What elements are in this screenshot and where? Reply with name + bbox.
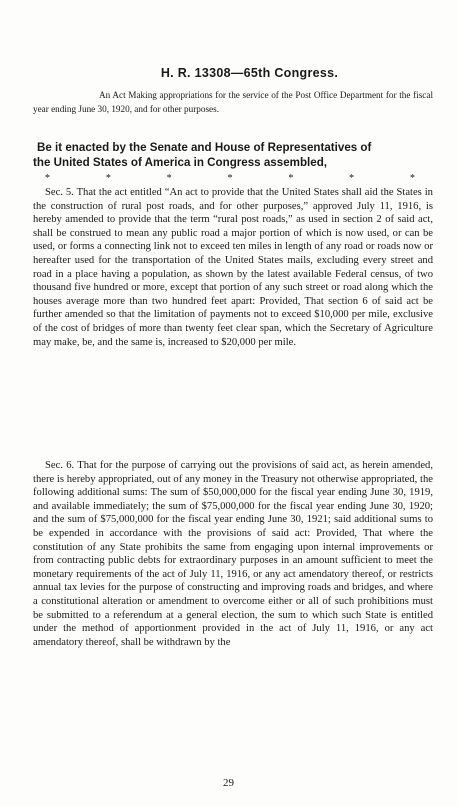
section-6-text: That for the purpose of carrying out the provisions of said act, as herein amended, there is hereby appropriated, out of any money in the Treasury not otherwise appropriated, the following additional sums: The sum of $50,000,000 for the fiscal year ending June 30, 1919, and available immediately; the sum of $75,000,000 for the fiscal year ending June 30, 1920; and the sum of $75,000,000 for the fiscal year ending June 30, 1921; said additional sums to be expended in accordance with the provisions of said act: Provided, That where the constitution of any State prohibits the same from engaging upon internal improvements or from contracting public debts for extraordinary purposes in an amount sufficient to meet the monetary requirements of the act of July 11, 1916, or any act amendatory thereof, or restricts annual tax levies for the purpose of constructing and improving roads and bridges, and where a constitutional alteration or amendment to overcome either or all of such prohibitions must be submitted to a referendum at a general election, the sum to which such State is entitled under the method of apportionment provided in the act of July 11, 1916, or any act amendatory thereof, shall be withdrawn by the (33, 460, 433, 648)
asterisk: * (105, 173, 111, 184)
enacting-clause (33, 140, 433, 170)
section-6-label: Sec. 6. (45, 460, 75, 471)
asterisk: * (45, 173, 50, 184)
section-5-text: That the act entitled “An act to provide that the United States shall aid the States in the construction of rural post roads, and for other purposes,” approved July 11, 1916, is hereby amended to provide that the term “rural post roads,” as used in section 2 of said act, shall be construed to mean any public road a major portion of which is now used, or can be used, or forms a connecting link not to exceed ten miles in length of any road or roads now or hereafter used for the transportation of the United States mails, excluding every street and road in a place having a population, as shown by the latest available Federal census, of two thousand five hundred or more, except that portion of any such street or road along which the houses average more than two hundred feet apart: Provided, That section 6 of said act be further amended so that the limitation of payments not to exceed $10,000 per mile, exclusive of the cost of bridges of more than twenty feet clear span, which the Secretary of Agriculture may make, be, and the same is, increased to $20,000 per mile. (33, 187, 433, 348)
section-5-paragraph (33, 186, 433, 349)
enacting-clause-line-1: Be it enacted by the Senate and House of Representatives of (37, 141, 372, 154)
section-6-paragraph (33, 459, 433, 649)
asterisk: * (166, 173, 172, 184)
section-5-label: Sec. 5. (45, 187, 74, 198)
asterisk: * (409, 173, 415, 184)
bill-title-text: H. R. 13308—65th Congress. (160, 66, 339, 80)
page-number: 29 (223, 777, 234, 789)
asterisk: * (227, 173, 233, 184)
bill-title (0, 66, 457, 80)
asterisk: * (349, 173, 355, 184)
asterisk: * (288, 173, 294, 184)
omission-asterisks (33, 173, 433, 185)
enacting-clause-line-2: the United States of America in Congress assembled, (33, 156, 328, 169)
act-purpose: An Act Making appropriations for the service of the Post Office Department for the fiscal year ending June 30, 1920, and for other purposes. (33, 90, 433, 114)
